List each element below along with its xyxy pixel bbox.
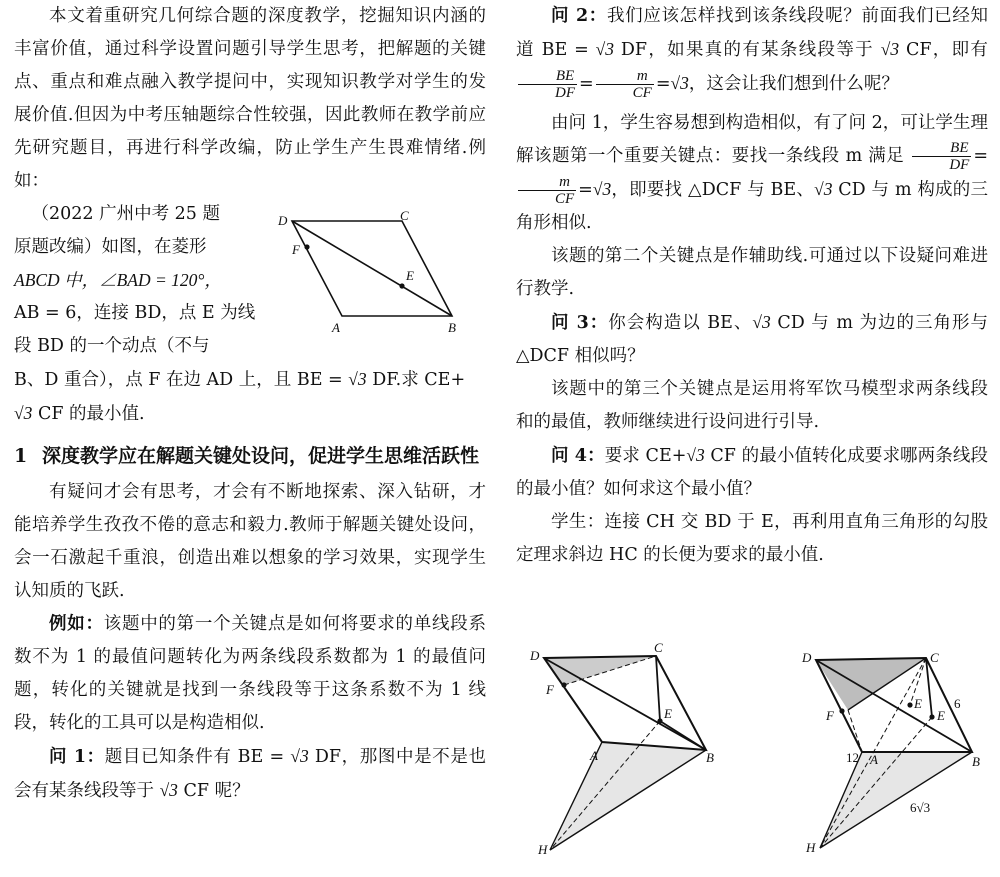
fig2a-label-B: B	[706, 750, 714, 765]
question-4	[516, 439, 988, 506]
q4-text-a: 要求 CE+	[604, 446, 687, 466]
sqrt3-2: √3	[14, 403, 33, 423]
problem-line-2: 原题改编）如图，在菱形	[14, 237, 207, 257]
paragraph-1: 有疑问才会有思考，才会有不断地探索、深入钻研，才能培养学生孜孜不倦的意志和毅力.教师于解题关键处设问，会一石激起千重浪，创造出难以想象的学习效果，实现学生认知质的飞跃.	[14, 482, 486, 601]
section-title: 深度教学应在解题关键处设问，促进学生思维活跃性	[42, 445, 480, 467]
student-answer: 学生：连接 CH 交 BD 于 E，再利用直角三角形的勾股定理求斜边 HC 的长便为要求的最小值.	[516, 512, 988, 565]
figure-2a	[516, 640, 726, 860]
fig2b-label-C: C	[930, 650, 939, 665]
right-column	[516, 0, 988, 857]
fig2b-label-B: B	[972, 754, 980, 769]
problem-line-4: AB = 6，连接 BD，点 E 为线	[14, 303, 256, 323]
eq-2: =	[655, 74, 671, 94]
q3-label: 问 3：	[551, 313, 609, 333]
q1-text-a: 题目已知条件有 BE =	[104, 747, 285, 767]
sqrt3-10: √3	[752, 312, 771, 332]
fig2b-label-D: D	[802, 650, 812, 665]
p1-text-c: CD 与 m 构成的三角形相似.	[516, 180, 988, 233]
q3-text-a: 你会构造以 BE、	[608, 313, 753, 333]
sqrt3-6: √3	[880, 39, 900, 59]
q2-text-d: ，这会让我们想到什么呢？	[688, 74, 899, 94]
intro-paragraph: 本文着重研究几何综合题的深度教学，挖掘知识内涵的丰富价值，通过科学设置问题引导学生思考，把解题的关键点、重点和难点融入教学提问中，实现知识教学对学生的发展价值.但因为中考压轴题综合性较强，因此教师在教学前应先研究题目，再进行科学改编，防止学生产生畏难情绪.例如：	[14, 6, 486, 191]
problem-text	[14, 198, 272, 363]
frac2-den-cf: CF	[555, 191, 575, 207]
fig2a-label-D: D	[530, 648, 540, 663]
fig2b-label-E2: E	[937, 708, 945, 723]
fig2a-label-A: A	[590, 748, 598, 763]
p1-text-b: ，即要找 △DCF 与 BE、	[611, 180, 815, 200]
paragraph-2: 该题的第二个关键点是作辅助线.可通过以下设疑问难进行教学.	[516, 246, 988, 299]
frac2-num-be: BE	[912, 140, 971, 157]
sqrt3-11: √3	[686, 445, 705, 465]
section-heading	[14, 440, 486, 473]
sqrt3-8: √3	[592, 179, 612, 199]
fig2b-label-F: F	[826, 708, 834, 723]
fraction-be-df-2	[912, 140, 971, 173]
problem-line-1: （2022 广州中考 25 题	[31, 204, 220, 224]
q3-text-b: CD 与 m 为边的三角形与 △DCF 相似吗？	[516, 313, 988, 366]
p1-text-a: 由问 1，学生容易想到构造相似，有了问 2，可让学生理解该题第一个重要关键点：要找一条线段 m 满足	[516, 113, 988, 166]
fig2b-length-6: 6	[954, 696, 961, 711]
problem-tail	[14, 363, 486, 431]
fraction-be-df	[518, 68, 577, 101]
question-1	[14, 740, 486, 808]
frac2-den-df: DF	[949, 157, 970, 173]
problem-line-5: 段 BD 的一个动点（不与	[14, 336, 210, 356]
q1-label: 问 1：	[49, 747, 105, 767]
paragraph-similarity	[516, 107, 988, 240]
fig1-label-C: C	[400, 208, 409, 223]
fig1-label-E: E	[406, 268, 414, 283]
problem-tail-b: DF.求 CE+	[372, 370, 466, 390]
sqrt3-4: √3	[159, 780, 178, 800]
fig2b-label-A: A	[870, 752, 878, 767]
sqrt3-1: √3	[348, 369, 367, 389]
eq-1: =	[579, 74, 594, 94]
eq-4: =	[578, 180, 593, 200]
sqrt3-9: √3	[814, 179, 833, 199]
q2-text-c: CF，即有	[905, 40, 988, 60]
fig2a-label-C: C	[654, 640, 663, 655]
q2-text-a: 我们应该怎样找到该条线段呢？前面我们已经知道 BE =	[516, 6, 988, 60]
fig1-label-F: F	[292, 242, 300, 257]
fig2b-length-6sqrt3: 6√3	[910, 800, 931, 815]
problem-line-3: ABCD 中，∠BAD = 120°，	[14, 270, 222, 290]
example-label: 例如：	[49, 614, 104, 634]
sqrt3-7: √3	[670, 73, 689, 93]
eq-3: =	[973, 146, 988, 166]
example-text: 该题中的第一个关键点是如何将要求的单线段系数不为 1 的最值问题转化为两条线段系数都为 1 的最值问题，转化的关键就是找到一条线段等于这条系数不为 1 线段，转化的工具可以是构造相似.	[14, 614, 486, 733]
q2-text-b: DF，如果真的有某条线段等于	[620, 40, 874, 60]
figure-2b	[786, 640, 996, 860]
fraction-m-cf	[596, 68, 654, 101]
fig2b-length-12: 12	[846, 750, 859, 765]
sqrt3-3: √3	[290, 746, 309, 766]
fig2a-label-F: F	[546, 682, 554, 697]
section-number: 1	[14, 445, 28, 467]
q2-label: 问 2：	[551, 6, 607, 26]
problem-block	[14, 198, 486, 363]
fig2b-label-E1: E	[914, 696, 922, 711]
example-paragraph	[14, 608, 486, 740]
problem-tail-a: B、D 重合），点 F 在边 AD 上，且 BE =	[14, 370, 343, 390]
frac-num-be: BE	[518, 68, 577, 85]
q1-text-c: CF 呢？	[183, 781, 250, 801]
frac2-num-m: m	[518, 174, 576, 191]
question-3	[516, 306, 988, 373]
fig1-label-B: B	[448, 320, 456, 335]
paragraph-3: 该题中的第三个关键点是运用将军饮马模型求两条线段和的最值，教师继续进行设问进行引导.	[516, 379, 988, 432]
frac-den-cf: CF	[632, 85, 652, 101]
frac-den-df: DF	[555, 85, 575, 101]
rhombus-figure	[278, 208, 482, 346]
fig1-label-A: A	[332, 320, 340, 335]
fig2a-label-H: H	[538, 842, 548, 857]
q4-label: 问 4：	[551, 446, 605, 466]
fig1-label-D: D	[278, 213, 288, 228]
fig2a-label-E: E	[664, 706, 672, 721]
fig2b-label-H: H	[806, 840, 816, 855]
sqrt3-5: √3	[595, 39, 615, 59]
q1-text-b: DF，那图中是不是也会有某条线段等于	[14, 747, 486, 801]
fraction-m-cf-2	[518, 174, 576, 207]
left-column	[14, 0, 486, 808]
frac-num-m: m	[596, 68, 654, 85]
problem-tail-c: CF 的最小值.	[37, 404, 145, 424]
q4-text-b: CF 的最小值转化成要求哪两条线段的最小值？如何求这个最小值？	[516, 446, 988, 499]
question-2	[516, 0, 988, 101]
